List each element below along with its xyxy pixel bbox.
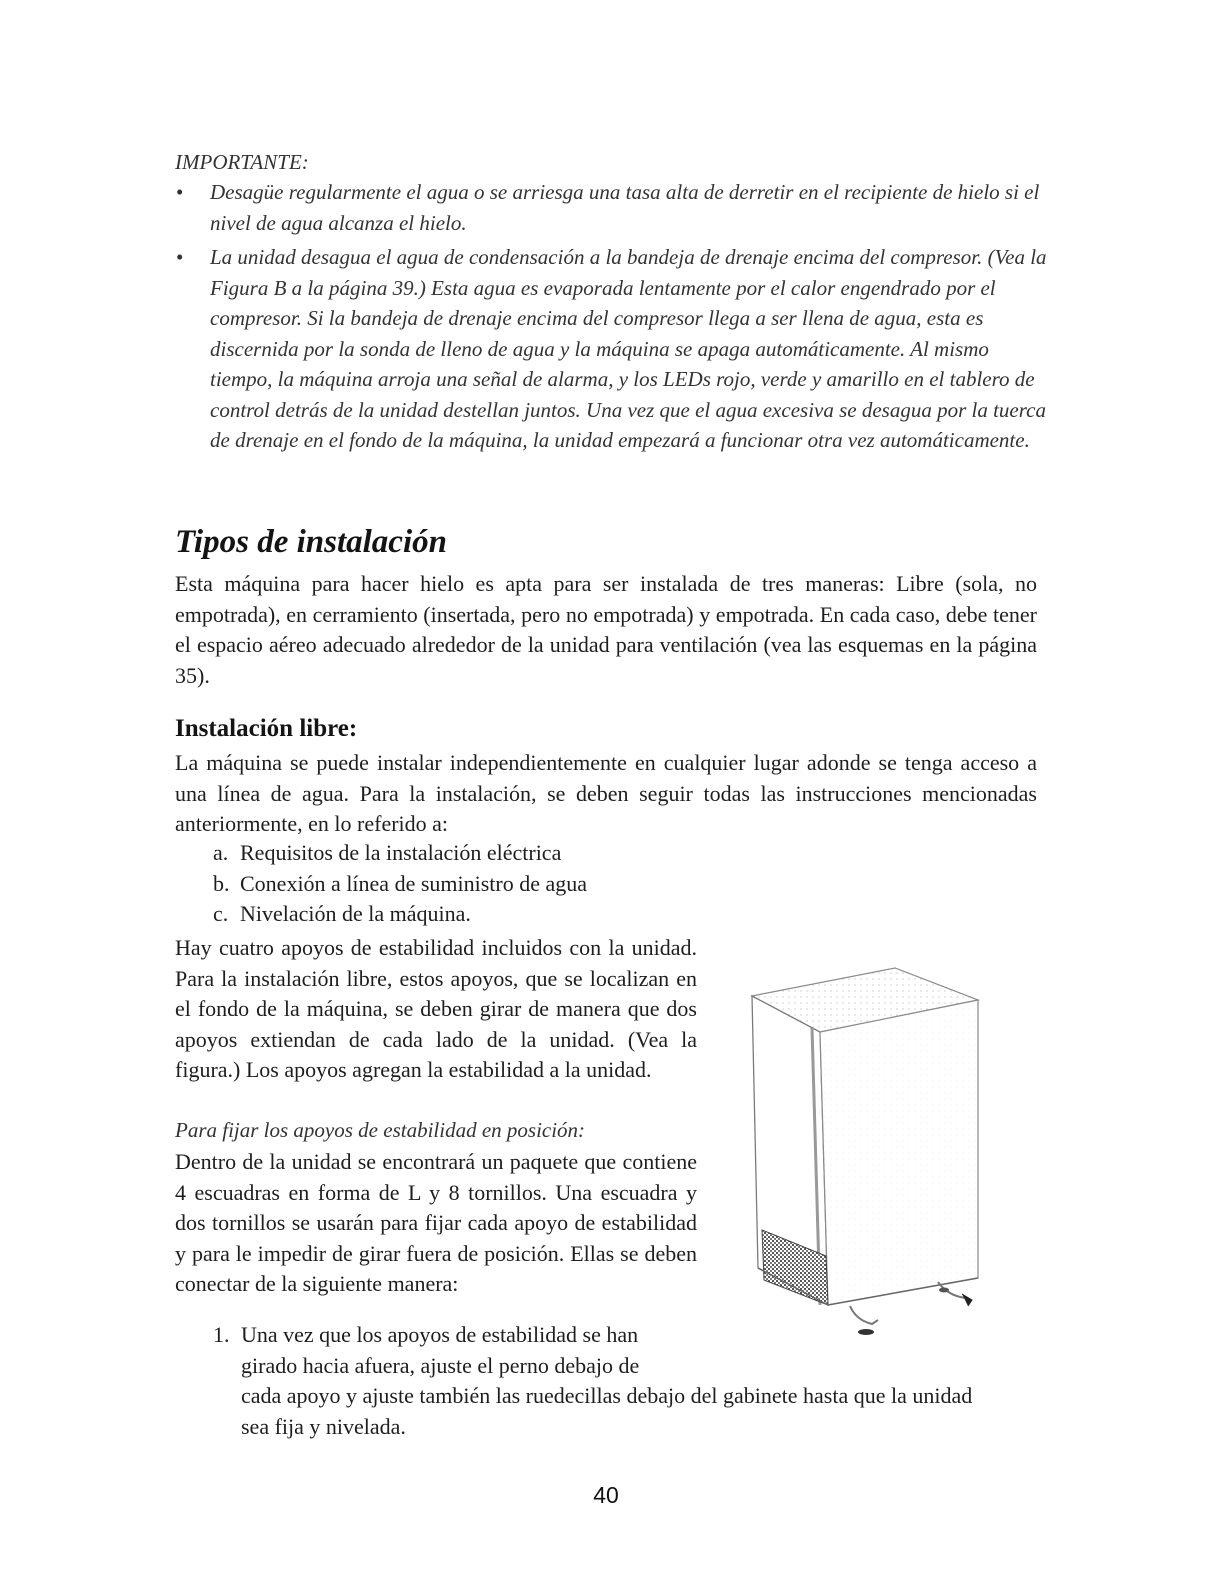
bullet-icon: • bbox=[176, 245, 184, 269]
step-text-line: Una vez que los apoyos de estabilidad se han bbox=[241, 1322, 639, 1347]
list-item bbox=[213, 899, 587, 930]
important-bullet bbox=[168, 177, 1048, 238]
step-text-line: girado hacia afuera, ajuste el perno debajo de bbox=[241, 1352, 640, 1378]
list-item-text: Conexión a línea de suministro de agua bbox=[240, 870, 588, 896]
bullet-icon: • bbox=[176, 180, 184, 204]
important-label: IMPORTANTE: bbox=[175, 150, 309, 174]
fix-heading: Para fijar los apoyos de estabilidad en posición: bbox=[175, 1118, 586, 1142]
step-text-line: sea fija y nivelada. bbox=[241, 1413, 406, 1439]
step-number: 1. bbox=[213, 1322, 230, 1347]
section-intro: Esta máquina para hacer hielo es apta para ser instalada de tres maneras: Libre (sola, no empotrada), en cerramiento (insertada, pero no empotrada) y empotrada. En cada caso, debe tener el espacio aéreo adecuado alrededor de la unidad para ventilación (vea las esquemas en la página 35). bbox=[175, 571, 1037, 688]
fix-paragraph: Dentro de la unidad se encontrará un paquete que contiene 4 escuadras en forma de L y 8 tornillos. Una escuadra y dos tornillos se usarán para fijar cada apoyo de estabilidad y para le impedir de girar fuera de posición. Ellas se deben conectar de la siguiente manera: bbox=[175, 1149, 697, 1296]
step-text-line: cada apoyo y ajuste también las ruedecillas debajo del gabinete hasta que la unidad bbox=[241, 1383, 973, 1408]
requirements-list bbox=[213, 838, 587, 930]
section-title: Tipos de instalación bbox=[175, 524, 447, 560]
list-item bbox=[213, 838, 587, 869]
stability-foot bbox=[850, 1306, 878, 1324]
libre-paragraph: La máquina se puede instalar independientemente en cualquier lugar adonde se tenga acceso a una línea de agua. Para la instalación, se deben seguir todas las instrucciones mencionadas anteriormente, en lo referido a: bbox=[175, 750, 1037, 836]
stability-paragraph: Hay cuatro apoyos de estabilidad incluidos con la unidad. Para la instalación libre, estos apoyos, que se localizan en el fondo de la máquina, se deben girar de manera que dos apoyos extiendan de cada lado de la unidad. (Vea la figura.) Los apoyos agregan la estabilidad a la unidad. bbox=[175, 935, 697, 1082]
important-list bbox=[168, 177, 1048, 460]
important-bullet bbox=[168, 242, 1048, 456]
important-bullet-text: Desagüe regularmente el agua o se arriesga una tasa alta de derretir en el recipiente de hielo si el nivel de agua alcanza el hielo. bbox=[210, 180, 1040, 235]
subsection-title: Instalación libre: bbox=[175, 715, 358, 742]
list-marker: c. bbox=[213, 901, 229, 926]
ice-machine-figure bbox=[740, 960, 990, 1350]
list-marker: a. bbox=[213, 840, 229, 865]
important-bullet-text: La unidad desagua el agua de condensación a la bandeja de drenaje encima del compresor. (Vea la Figura B a la página 39.) Esta agua es evaporada lentamente por el calor engendrado por el compresor. Si la bandeja de drenaje encima del compresor llega a ser llena de agua, esta es discernida por la sonda de lleno de agua y la máquina se apaga automáticamente. Al mismo tiempo, la máquina arroja una señal de alarma, y los LEDs rojo, verde y amarillo en el tablero de control detrás de la unidad destellan juntos. Una vez que el agua excesiva se desagua por la tuerca de drenaje en el fondo de la máquina, la unidad empezará a funcionar otra vez automáticamente. bbox=[210, 245, 1047, 452]
list-item-text: Requisitos de la instalación eléctrica bbox=[240, 840, 562, 865]
list-marker: b. bbox=[213, 870, 230, 896]
list-item-text: Nivelación de la máquina. bbox=[240, 901, 471, 926]
page-number: 40 bbox=[593, 1482, 619, 1508]
list-item bbox=[213, 869, 587, 900]
